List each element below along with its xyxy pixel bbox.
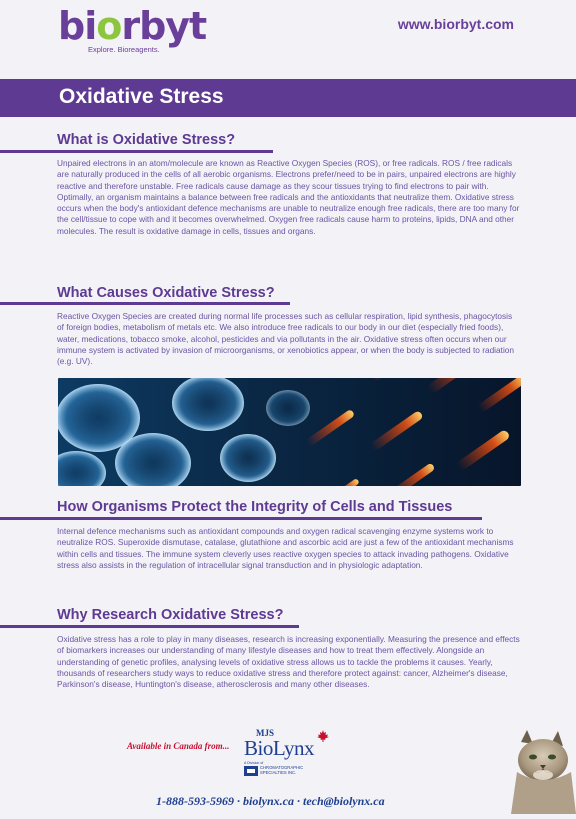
lynx-mascot-image bbox=[511, 728, 576, 814]
section-title-what-is: What is Oxidative Stress? bbox=[57, 132, 236, 148]
paragraph: Optimally, an organism maintains a balance between free radicals and the antioxidants that neutralize them. Oxidative stress occurs when the body's antioxidant defence mechanisms are unable to neutralize enough free radicals, there are too many for the cell/tissue to cope with and it becomes overwhelmed. Oxygen free radicals cause harm to proteins, lipids, DNA and other molecules. The result is oxidative damage in cells, tissues and organs. bbox=[57, 191, 520, 236]
subtitle-line: SPECIALTIES INC. bbox=[260, 770, 297, 775]
contact-line: 1-888-593-5969 · biolynx.ca · tech@biolynx.ca bbox=[156, 794, 385, 808]
paragraph: Reactive Oxygen Species are created during normal life processes such as cellular respiration, lipid synthesis, phagocytosis of foreign bodies, metabolism of metals etc. We also introduce free radicals to our body in our diet (especially fried foods), water, medications, tobacco smoke, alcohol, pesticides and via pollutants in the air. Oxidative stress often occurs when our immune system is activated by invasion of microorganisms, or xenobiotics appear, or when the body is subjected to radiation (e.g. UV). bbox=[57, 311, 515, 367]
section-title-protect: How Organisms Protect the Integrity of Cells and Tissues bbox=[57, 499, 453, 515]
section-body-why-research bbox=[57, 634, 521, 690]
paragraph: Oxidative stress has a role to play in many diseases, research is increasing exponentially. Measuring the presence and effects of biomarkers increases our understanding of many lifestyle diseases and how to treat them effectively. Alongside an understanding of genetic profiles, analysing levels of oxidative stress allows us to tackle the problems it causes. Yearly, thousands of researchers study ways to reduce oxidative stress and therefore protect against: cancer, Alzheimer's disease, Parkinson's disease, Huntington's disease, atherosclerosis and many other diseases. bbox=[57, 634, 520, 690]
section-title-why-research: Why Research Oxidative Stress? bbox=[57, 607, 284, 623]
paragraph: Unpaired electrons in an atom/molecule are known as Reactive Oxygen Species (ROS), or free radicals. ROS / free radicals are naturally produced in the cells of all aerobic organisms. Electrons prefer/need to be in pairs, unpaired electrons are highly reactive and therefore unstable. Free radicals cause damage as they scour tissues trying to find electrons to pair with. bbox=[57, 158, 516, 191]
section-title-causes: What Causes Oxidative Stress? bbox=[57, 285, 275, 301]
biolynx-logo bbox=[244, 728, 334, 780]
logo-prefix: bi bbox=[58, 4, 97, 48]
tagline: Explore. Bioreagents. bbox=[88, 45, 160, 54]
section-divider bbox=[0, 302, 290, 305]
division-label: A Division of bbox=[244, 761, 264, 765]
chromatographic-label bbox=[260, 765, 303, 775]
section-body-protect bbox=[57, 526, 521, 571]
paragraph: Internal defence mechanisms such as antioxidant compounds and oxygen radical scavenging enzyme systems work to neutralize ROS. Superoxide dismutase, catalase, glutathione and ascorbic acid are just a few of the antioxidant mechanisms within cells and tissues. The immune system cleverly uses reactive oxygen species to attack invading pathogens. Oxidative stress also assists in the regulation of intracellular signal transduction and in physiologic adaptation. bbox=[57, 526, 514, 570]
biorbyt-logo bbox=[58, 6, 206, 54]
title-banner bbox=[0, 79, 576, 117]
section-divider bbox=[0, 150, 273, 153]
section-divider bbox=[0, 517, 482, 520]
section-body-causes bbox=[57, 311, 521, 367]
chromatography-icon bbox=[244, 766, 258, 776]
free-radicals-cells-image bbox=[58, 378, 521, 486]
subtitle-line: CHROMATOGRAPHIC bbox=[260, 765, 304, 770]
mjs-label: MJS bbox=[256, 728, 274, 738]
biolynx-wordmark: BioLynx bbox=[244, 736, 315, 760]
available-in-canada-text: Available in Canada from... bbox=[127, 741, 230, 751]
website-link[interactable]: www.biorbyt.com bbox=[397, 16, 514, 32]
logo-suffix: rbyt bbox=[121, 4, 207, 48]
section-divider bbox=[0, 625, 299, 628]
page-title: Oxidative Stress bbox=[59, 85, 224, 108]
maple-leaf-icon bbox=[317, 730, 329, 742]
logo-o: o bbox=[96, 4, 122, 48]
section-body-what-is bbox=[57, 158, 521, 237]
